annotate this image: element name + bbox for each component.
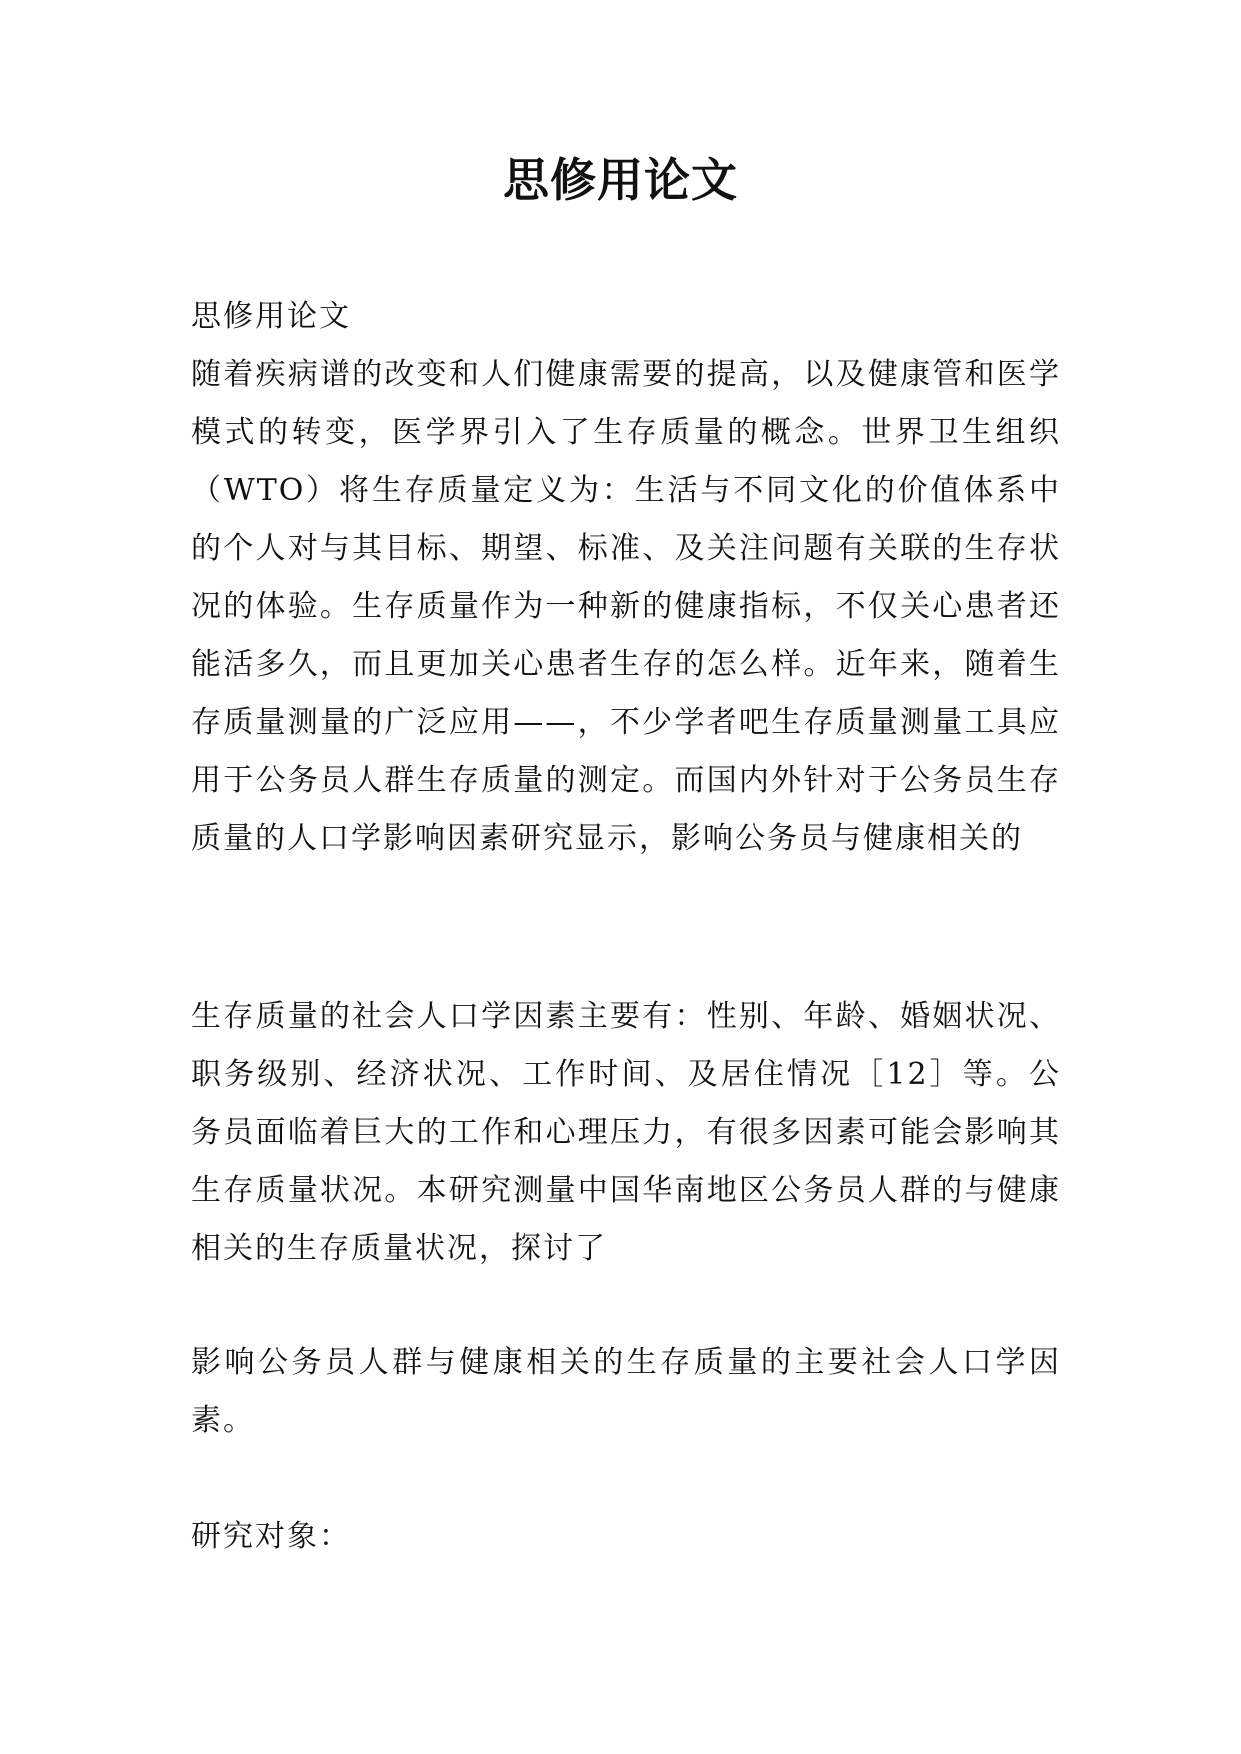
- paragraph-1: 随着疾病谱的改变和人们健康需要的提高，以及健康管和医学模式的转变，医学界引入了生存质量的概念。世界卫生组织（WTO）将生存质量定义为：生活与不同文化的价值体系中的个人对与其目标、期望、标准、及关注问题有关联的生存状况的体验。生存质量作为一种新的健康指标，不仅关心患者还能活多久，而且更加关心患者生存的怎么样。近年来，随着生存质量测量的广泛应用——，不少学者吧生存质量测量工具应用于公务员人群生存质量的测定。而国内外针对于公务员生存质量的人口学影响因素研究显示，影响公务员与健康相关的: [191, 357, 1061, 856]
- paragraph-3: 影响公务员人群与健康相关的生存质量的主要社会人口学因素。: [191, 1345, 1061, 1438]
- paragraph-2: 生存质量的社会人口学因素主要有：性别、年龄、婚姻状况、职务级别、经济状况、工作时间、及居住情况［12］等。公务员面临着巨大的工作和心理压力，有很多因素可能会影响其生存质量状况。本研究测量中国华南地区公务员人群的与健康相关的生存质量状况，探讨了: [191, 999, 1061, 1266]
- document-title: 思修用论文: [503, 153, 738, 207]
- paragraph-4: 研究对象：: [191, 1519, 351, 1554]
- document-subtitle: 思修用论文: [191, 299, 351, 334]
